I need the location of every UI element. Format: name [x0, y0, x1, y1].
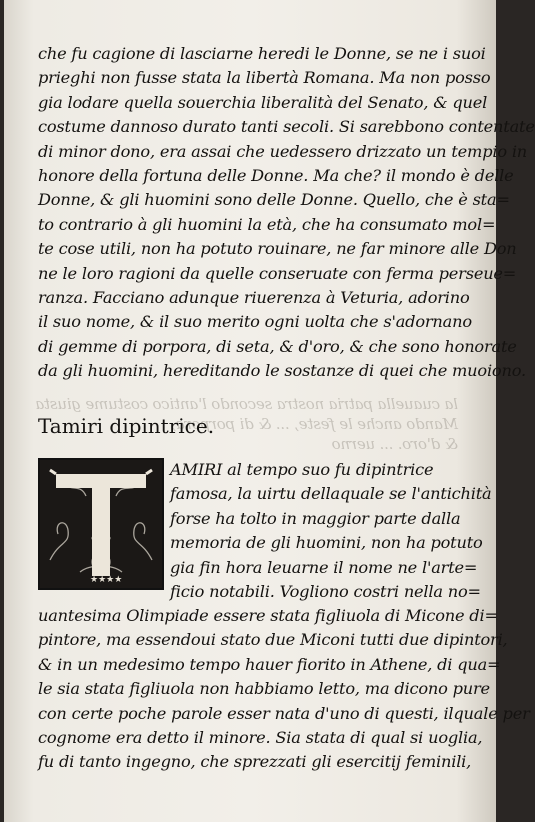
text-line: honore della fortuna delle Donne. Ma che? il mondo è delle: [38, 165, 514, 185]
text-line: te cose utili, non ha potuto rouinare, ne far minore alle Don: [38, 239, 517, 259]
woodcut-initial-T: [38, 458, 164, 590]
text-line: costume dannoso durato tanti secoli. Si sarebbono contentate: [38, 117, 535, 137]
text-line: cognome era detto il minore. Sia stata di qual si uoglia,: [38, 727, 483, 747]
text-line: to contrario à gli huomini la età, che ha consumato mol=: [38, 214, 496, 234]
text-line: forse ha tolto in maggior parte dalla: [170, 508, 461, 528]
woodcut-illustration: [40, 460, 162, 588]
text-line: il suo nome, & il suo merito ogni uolta che s'adornano: [38, 312, 472, 332]
text-line: AMIRI al tempo suo fu dipintrice: [170, 460, 434, 479]
text-line: di gemme di porpora, di seta, & d'oro, & che sono honorate: [38, 336, 517, 356]
section-heading: Tamiri dipintrice.: [38, 414, 215, 438]
text-line: & in un medesimo tempo hauer fiorito in Athene, di qua=: [38, 654, 501, 674]
text-line: memoria de gli huomini, non ha potuto: [170, 533, 483, 553]
text-line: ficio notabili. Vogliono costri nella no=: [170, 581, 481, 601]
text-line: da gli huomini, hereditando le sostanze di quei che muoiono.: [38, 361, 526, 381]
text-line: ranza. Facciano adunque riuerenza à Veturia, adorino: [38, 287, 470, 307]
paragraph-veturia: [38, 42, 535, 383]
text-line: di minor dono, era assai che uedessero drizzato un tempio in: [38, 141, 528, 161]
text-line: gia fin hora leuarne il nome ne l'arte=: [170, 557, 478, 577]
text-line: la cuauella patria nostra secondo l'antico costume giusta: [35, 395, 458, 413]
text-line: gia lodare quella souerchia liberalità del Senato, & quel: [38, 92, 488, 112]
paragraph-tamiri: [38, 604, 530, 775]
text-line: con certe poche parole esser nata d'uno di questi, ilquale per: [38, 703, 530, 723]
text-line: Donne, & gli huomini sono delle Donne. Quello, che è sta=: [38, 190, 510, 210]
text-line: uantesima Olimpiade essere stata figliuola di Micone di=: [38, 606, 498, 625]
text-line: le sia stata figliuola non habbiamo letto, ma dicono pure: [38, 679, 490, 699]
text-line: prieghi non fusse stata la libertà Romana. Ma non posso: [38, 68, 491, 88]
text-line: ne le loro ragioni da quelle conseruate con ferma perseue=: [38, 263, 517, 283]
text-line: famosa, la uirtu dellaquale se l'antichità: [170, 484, 492, 504]
text-line: pintore, ma essendoui stato due Miconi tutti due dipintori,: [38, 630, 508, 650]
book-page: [4, 0, 535, 822]
text-line: Mando anche le feste, ... & di porpora,: [171, 415, 458, 433]
svg-text:★★★★: ★★★★: [90, 575, 123, 585]
text-line: fu di tanto ingegno, che sprezzati gli esercitij feminili,: [38, 752, 472, 772]
paragraph-tamiri-beside-initial: [170, 458, 492, 604]
drop-cap-letter: [40, 588, 41, 589]
text-line: & d'oro. ... uerno: [331, 435, 458, 453]
text-line: che fu cagione di lasciarne heredi le Donne, se ne i suoi: [38, 44, 486, 63]
